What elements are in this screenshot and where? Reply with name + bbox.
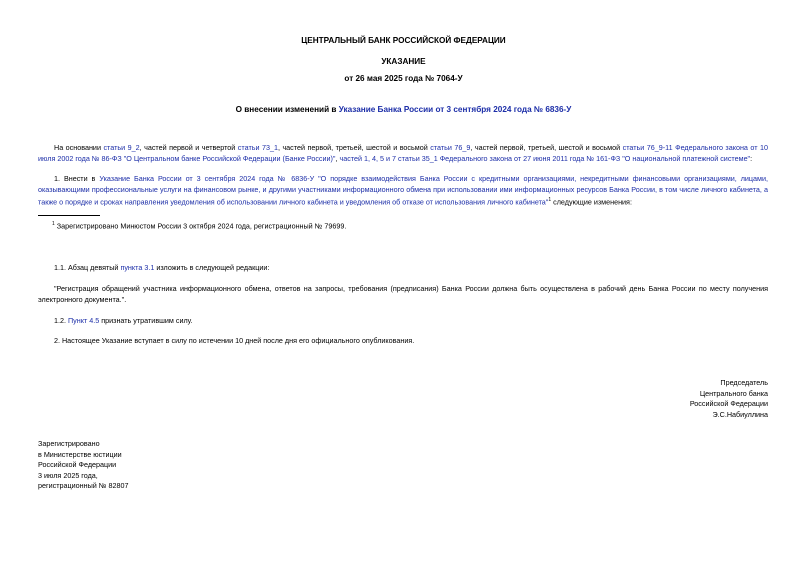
item-1-1-paragraph (54, 263, 754, 274)
registration-block (38, 439, 288, 492)
link-decree-6836-full[interactable]: Указание Банка России от 3 сентября 2024 года № 6836-У "О порядке взаимодействия Банка России с кредитными организациями, некредитными финансовыми организациями, лицами, оказывающими профессиональные услуги на финансовом рынке, и другими участниками информационного обмена при использовании ими информационных ресурсов Банка России, в том числе личного кабинета, а также о порядке и сроках направления уведомления об использовании личного кабинета и уведомления об отказе от использования личного кабинета" (38, 174, 768, 207)
quote-paragraph: "Регистрация обращений участника информационного обмена, ответов на запросы, требования (предписания) Банка России должна быть осуществлена в рабочий день Банка России по месту получения электронного документа.". (38, 284, 768, 304)
link-article-76-9[interactable]: статьи 76_9 (430, 143, 471, 152)
registration-line-4: 3 июля 2025 года, (38, 470, 98, 480)
item-2-paragraph: 2. Настоящее Указание вступает в силу по истечении 10 дней после дня его официального опубликования. (54, 336, 415, 345)
registration-line-3: Российской Федерации (38, 460, 117, 470)
preamble-text-3: , частей первой, третьей, шестой и восьмой (277, 143, 431, 152)
item-1-1-text-1: 1.1. Абзац девятый (54, 263, 121, 272)
link-article-9-2[interactable]: статьи 9_2 (103, 143, 140, 152)
registration-line-1: Зарегистрировано (38, 439, 100, 448)
item-1-2-paragraph (54, 316, 754, 327)
registration-line-5: регистрационный № 82807 (38, 481, 129, 491)
org-heading: ЦЕНТРАЛЬНЫЙ БАНК РОССИЙСКОЙ ФЕДЕРАЦИИ (301, 36, 506, 45)
footnote (52, 219, 752, 232)
signature-line-3: Российской Федерации (689, 399, 768, 409)
preamble-paragraph (38, 143, 768, 164)
signature-line-2: Центрального банка (699, 388, 768, 398)
document-title (0, 105, 807, 116)
footnote-mark: 1 (52, 221, 55, 227)
preamble-text-2: , частей первой и четвертой (139, 143, 238, 152)
link-clause-3-1[interactable]: пункта 3.1 (120, 263, 155, 272)
preamble-text-1: На основании (54, 143, 104, 152)
link-law-86-fz[interactable]: статьи 76_9-11 Федерального закона от 10 июля 2002 года № 86-ФЗ "О Центральном банке Российской Федерации (Банке России)" (38, 143, 768, 163)
signature-line-1: Председатель (720, 378, 768, 387)
item-1-text-1: 1. Внести в (54, 174, 100, 183)
preamble-text-6: : (750, 153, 753, 163)
signature-block (560, 378, 768, 420)
item-1-text-2: следующие изменения: (551, 197, 632, 207)
link-clause-4-5[interactable]: Пункт 4.5 (68, 316, 100, 325)
doc-date-heading: от 26 мая 2025 года № 7064-У (344, 74, 463, 83)
link-law-161-fz[interactable]: частей 1, 4, 5 и 7 статьи 35_1 Федерального закона от 27 июня 2011 года № 161-ФЗ "О национальной платежной системе" (339, 153, 751, 163)
preamble-text-5: , (335, 153, 340, 163)
title-prefix: О внесении изменений в (235, 105, 339, 114)
footnote-ref[interactable]: 1 (548, 197, 552, 204)
registration-line-2: в Министерстве юстиции (38, 449, 122, 459)
preamble-text-4: , частей первой, третьей, шестой и восьмой (470, 143, 623, 152)
doc-type-heading: УКАЗАНИЕ (381, 57, 426, 66)
item-1-paragraph (38, 174, 768, 208)
title-link-decree-6836[interactable]: Указание Банка России от 3 сентября 2024 года № 6836-У (338, 105, 572, 114)
footnote-text: Зарегистрировано Минюстом России 3 октября 2024 года, регистрационный № 79699. (54, 221, 347, 231)
signature-name: Э.С.Набиуллина (712, 409, 768, 419)
link-article-73-1[interactable]: статьи 73_1 (237, 143, 278, 152)
item-1-1-text-2: изложить в следующей редакции: (154, 263, 270, 272)
item-1-2-text-2: признать утратившим силу. (99, 316, 193, 325)
footnote-divider (38, 215, 100, 216)
item-1-2-text-1: 1.2. (54, 316, 68, 325)
